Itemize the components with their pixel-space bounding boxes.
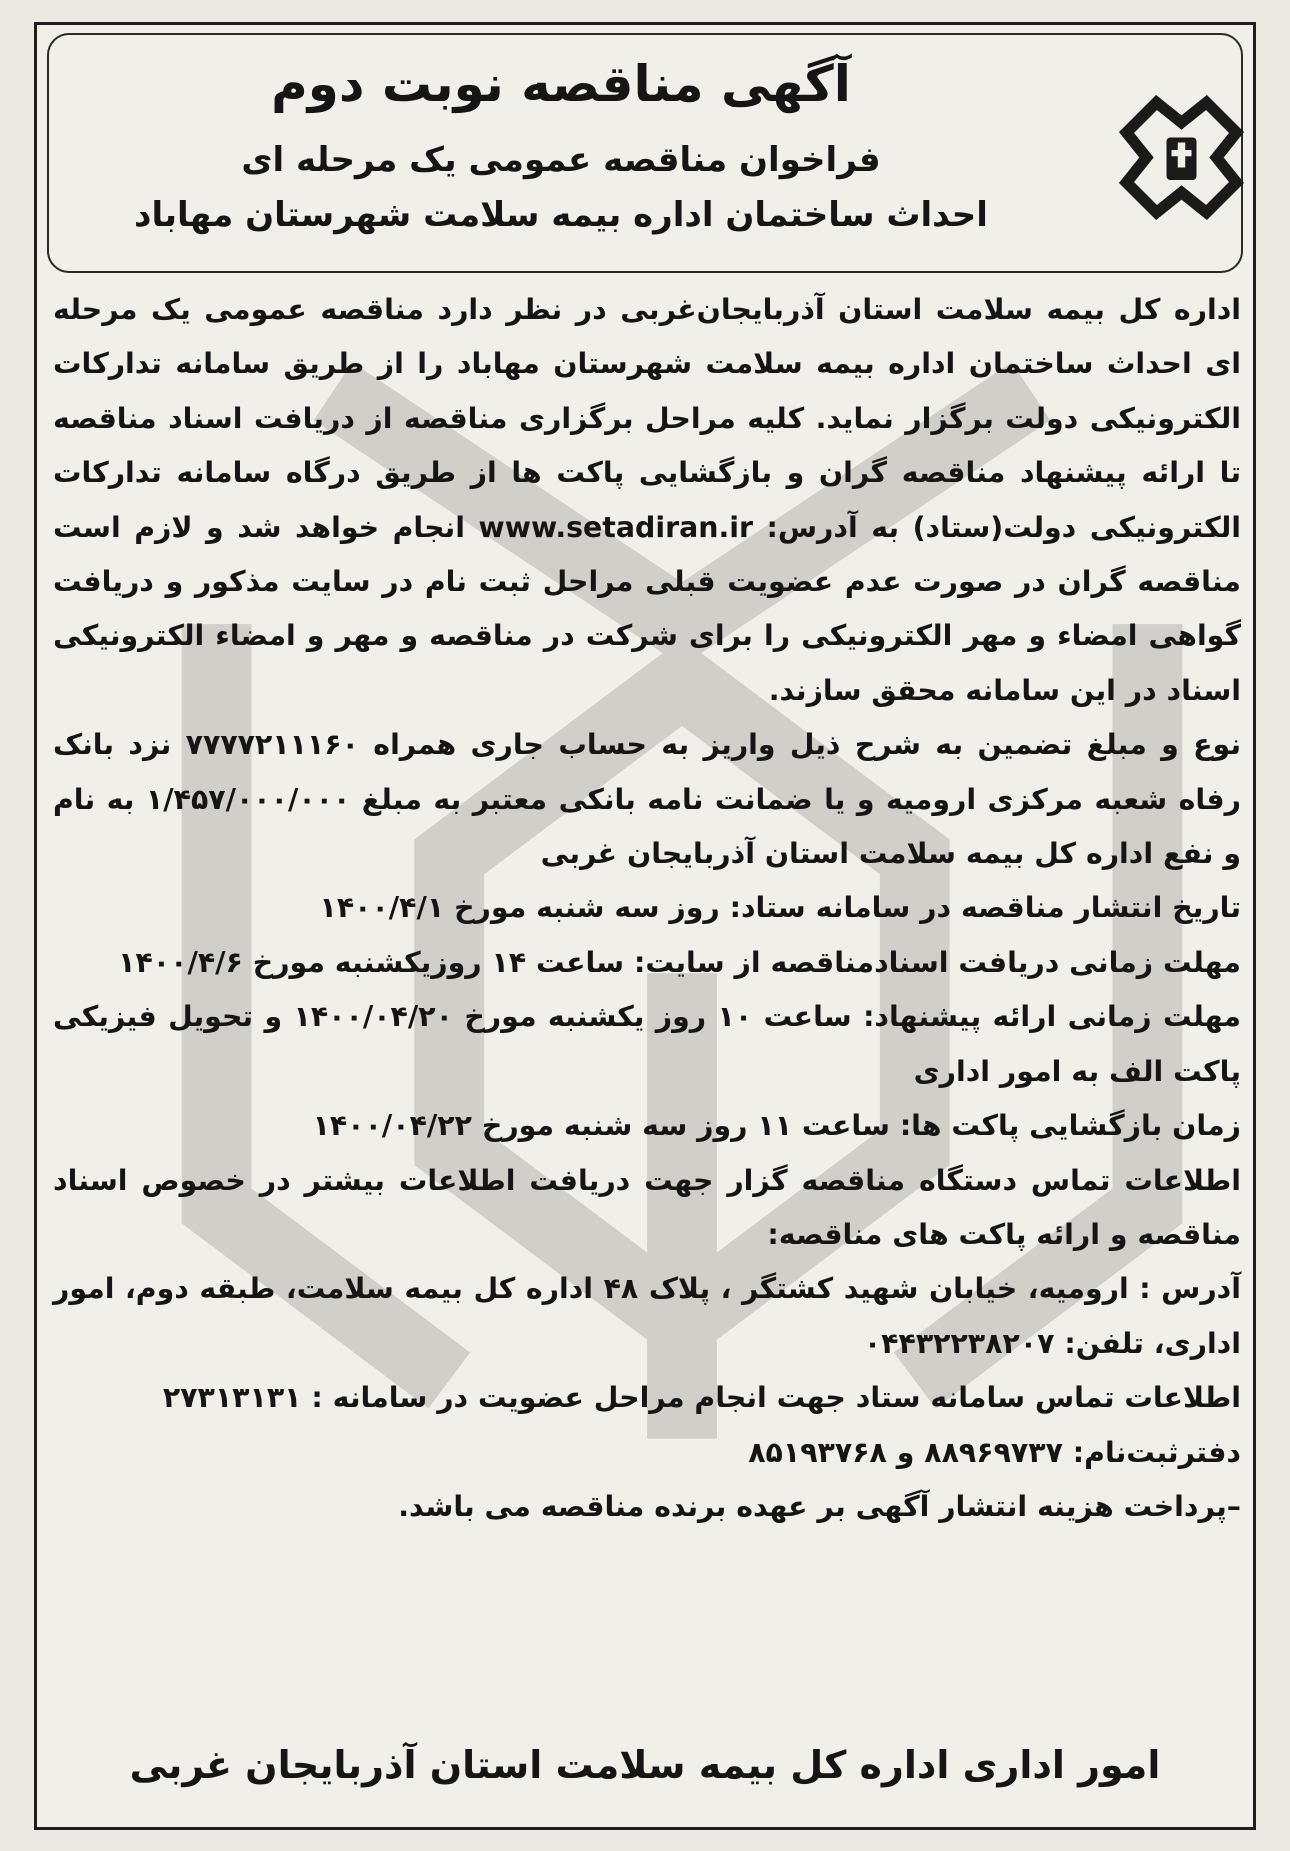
guarantee-text: نوع و مبلغ تضمین به شرح ذیل واریز به حساب جاری همراه ۷۷۷۷۲۱۱۱۶۰ نزد بانک رفاه شعبه مرکزی ارومیه و یا ضمانت نامه بانکی معتبر به مبلغ ۱/۴۵۷/۰۰۰/۰۰۰ به نام و نفع اداره کل بیمه سلامت استان آذربایجان غربی — [53, 728, 1241, 871]
setad-contact: اطلاعات تماس سامانه ستاد جهت انجام مراحل عضویت در سامانه : ۲۷۳۱۳۱۳۱ — [162, 1381, 1241, 1415]
intro-part-2: انجام خواهد شد و لازم است مناقصه گران در صورت عدم عضویت قبلی مراحل ثبت نام در سایت مذکور و دریافت گواهی امضاء و مهر الکترونیکی را برای شرکت در مناقصه و مهر و امضاء الکترونیکی اسناد در این سامانه محقق سازند. — [53, 510, 1241, 707]
intro-paragraph — [53, 283, 1241, 718]
notice-body — [53, 283, 1241, 1534]
notice-subtitle: فراخوان مناقصه عمومی یک مرحله ای — [241, 140, 881, 180]
intro-part-1: اداره کل بیمه سلامت استان آذربایجان‌غربی در نظر دارد مناقصه عمومی یک مرحله ای احداث ساختمان اداره بیمه سلامت شهرستان مهاباد را از طریق سامانه تدارکات الکترونیکی دولت برگزار نماید. کلیه مراحل برگزاری مناقصه از دریافت اسناد مناقصه تا ارائه پیشنهاد مناقصه گران و بازگشایی پاکت ها از طریق درگاه سامانه تدارکات الکترونیکی دولت(ستاد) به آدرس: — [53, 293, 1242, 544]
contact-intro: اطلاعات تماس دستگاه مناقصه گزار جهت دریافت اطلاعات بیشتر در خصوص اسناد مناقصه و ارائه پاکت های مناقصه: — [53, 1163, 1241, 1251]
website-link[interactable]: www.setadiran.ir — [478, 510, 753, 544]
publish-date: تاریخ انتشار مناقصه در سامانه ستاد: روز سه شنبه مورخ ۱۴۰۰/۴/۱ — [319, 891, 1241, 925]
notice-title: آگهی مناقصه نوبت دوم — [271, 55, 851, 113]
document-deadline: مهلت زمانی دریافت اسنادمناقصه از سایت: ساعت ۱۴ روزیکشنبه مورخ ۱۴۰۰/۴/۶ — [118, 945, 1241, 979]
notice-signature: امور اداری اداره کل بیمه سلامت استان آذربایجان غربی — [129, 1743, 1161, 1787]
opening-time: زمان بازگشایی پاکت ها: ساعت ۱۱ روز سه شنبه مورخ ۱۴۰۰/۰۴/۲۲ — [312, 1109, 1241, 1143]
bid-deadline: مهلت زمانی ارائه پیشنهاد: ساعت ۱۰ روز یکشنبه مورخ ۱۴۰۰/۰۴/۲۰ و تحویل فیزیکی پاکت الف به امور اداری — [53, 1000, 1241, 1088]
notice-header — [47, 33, 1243, 273]
tender-notice-frame — [34, 22, 1256, 1830]
registration-office: دفترثبت‌نام: ۸۸۹۶۹۷۳۷ و ۸۵۱۹۳۷۶۸ — [748, 1435, 1241, 1469]
address-text: آدرس : ارومیه، خیابان شهید کشتگر ، پلاک ۴۸ اداره کل بیمه سلامت، طبقه دوم، امور اداری، تلفن: ۰۴۴۳۲۲۳۸۲۰۷ — [53, 1272, 1241, 1360]
notice-subject: احداث ساختمان اداره بیمه سلامت شهرستان مهاباد — [134, 195, 988, 235]
cost-note: –پرداخت هزینه انتشار آگهی بر عهده برنده مناقصه می باشد. — [398, 1489, 1241, 1523]
health-insurance-logo-icon — [1119, 95, 1244, 220]
